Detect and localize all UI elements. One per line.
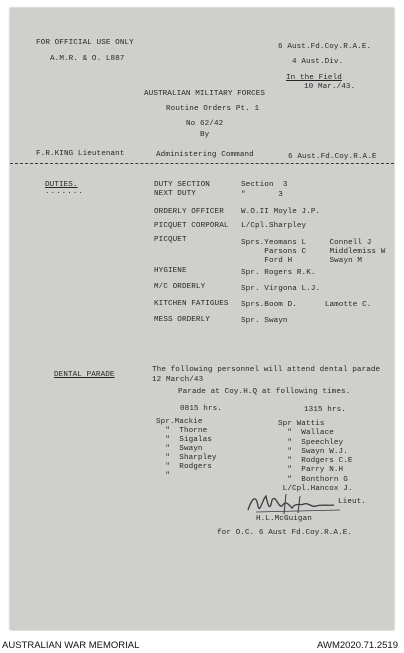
- duty-label: DUTY SECTION: [154, 181, 210, 189]
- separator-line: [10, 163, 394, 164]
- amr-reference: A.M.R. & O. L887: [50, 55, 125, 63]
- duties-heading: DUTIES.: [45, 181, 78, 189]
- dental-intro: The following personnel will attend dental parade: [152, 366, 381, 374]
- duty-label: PICQUET CORPORAL: [154, 222, 229, 230]
- duty-value: Spr. Swayn: [241, 317, 288, 325]
- division-name: 4 Aust.Div.: [292, 58, 344, 66]
- morning-personnel-list: Spr.Mackie " Thorne " Sigalas " Swayn " Sharpley " Rodgers ": [156, 418, 217, 480]
- in-the-field: In the Field: [286, 74, 342, 82]
- duty-value: L/Cpl.Sharpley: [241, 222, 307, 230]
- duty-value: Sprs.Boom D. Lamotte C.: [241, 301, 372, 309]
- footer-bar: [0, 631, 404, 653]
- forces-title: AUSTRALIAN MILITARY FORCES: [144, 90, 266, 98]
- dental-date: 12 March/43: [152, 376, 204, 384]
- duty-value: Section 3: [241, 181, 288, 189]
- signatory-name: H.L.McGuigan: [256, 515, 312, 523]
- document-page: [10, 8, 394, 630]
- duty-label: ORDERLY OFFICER: [154, 208, 224, 216]
- afternoon-personnel-list: Spr Wattis " Wallace " Speechley " Swayn W.J. " Rodgers C.E " Parry N.H " Bonthorn G L/Cpl.Hancox J.: [278, 420, 353, 494]
- dental-location: Parade at Coy.H.Q at following times.: [178, 388, 351, 396]
- order-date: 10 Mar./43.: [304, 83, 356, 91]
- dental-parade-heading: DENTAL PARADE: [54, 371, 115, 379]
- administering-command: Administering Command: [156, 151, 254, 159]
- time-slot-afternoon: 1315 hrs.: [304, 406, 346, 414]
- duty-value: Sprs.Yeomans L Connell J Parsons C Middlemiss W Ford H Swayn M: [241, 239, 386, 265]
- duty-value: Spr. Rogers R.K.: [241, 269, 316, 277]
- duty-label: MESS ORDERLY: [154, 316, 210, 324]
- signatory-rank: Lieut.: [338, 498, 366, 506]
- by-label: By: [200, 131, 210, 139]
- duty-label: M/C ORDERLY: [154, 283, 206, 291]
- footer-accession-number: AWM2020.71.2519: [317, 640, 398, 651]
- footer-institution: AUSTRALIAN WAR MEMORIAL: [2, 640, 140, 651]
- routine-orders-title: Routine Orders Pt. 1: [166, 105, 260, 113]
- duty-value: W.O.II Moyle J.P.: [241, 208, 321, 216]
- duty-value: " 3: [241, 191, 283, 199]
- unit-name: 6 Aust.Fd.Coy.R.A.E.: [278, 43, 372, 51]
- duties-underline-dots: .......: [45, 188, 84, 196]
- time-slot-morning: 0815 hrs.: [180, 405, 222, 413]
- duty-label: NEXT DUTY: [154, 190, 196, 198]
- duty-label: PICQUET: [154, 236, 187, 244]
- duty-value: Spr. Virgona L.J.: [241, 285, 321, 293]
- order-number: No 62/42: [186, 120, 224, 128]
- signatory-for: for O.C. 6 Aust Fd.Coy.R.A.E.: [217, 529, 353, 537]
- officer-name: F.R.KING Lieutenant: [36, 150, 125, 158]
- official-use-label: FOR OFFICIAL USE ONLY: [36, 39, 134, 47]
- duty-label: HYGIENE: [154, 267, 187, 275]
- command-unit: 6 Aust.Fd.Coy.R.A.E: [288, 153, 377, 161]
- duty-label: KITCHEN FATIGUES: [154, 300, 229, 308]
